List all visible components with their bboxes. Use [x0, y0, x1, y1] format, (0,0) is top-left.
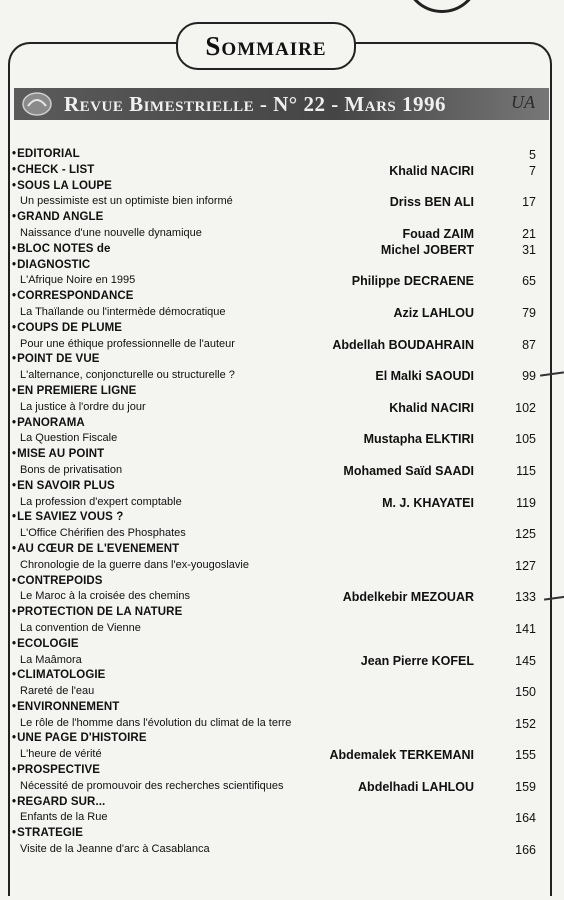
- toc-article-row: [12, 590, 546, 606]
- article-title: Pour une éthique professionnelle de l'auteur: [20, 337, 235, 350]
- toc-section-row: [12, 180, 546, 196]
- page-number: 141: [515, 621, 536, 636]
- toc-section-row: [12, 796, 546, 812]
- toc-section-row: [12, 732, 546, 748]
- page-number: 99: [522, 369, 536, 384]
- page-number: 125: [515, 527, 536, 542]
- toc-article-row: [12, 496, 546, 512]
- article-title: Le Maroc à la croisée des chemins: [20, 590, 190, 603]
- toc-section-row: [12, 448, 546, 464]
- article-title: Visite de la Jeanne d'arc à Casablanca: [20, 843, 210, 856]
- article-title: Un pessimiste est un optimiste bien informé: [20, 195, 233, 208]
- section-title: • CONTREPOIDS: [12, 575, 103, 587]
- author-name: Jean Pierre KOFEL: [360, 653, 474, 668]
- page-number: 127: [515, 558, 536, 573]
- section-title: • CLIMATOLOGIE: [12, 669, 105, 681]
- toc-section-row: [12, 701, 546, 717]
- article-title: Chronologie de la guerre dans l'ex-yougoslavie: [20, 558, 249, 571]
- toc-article-row: [12, 685, 546, 701]
- toc-section-row: [12, 322, 546, 338]
- article-title: L'Afrique Noire en 1995: [20, 274, 136, 287]
- toc-article-row: [12, 654, 546, 670]
- article-title: Nécessité de promouvoir des recherches scientifiques: [20, 779, 284, 792]
- section-title: • AU CŒUR DE L'EVENEMENT: [12, 543, 179, 555]
- author-name: Abdelkebir MEZOUAR: [342, 590, 474, 605]
- page-number: 150: [515, 685, 536, 700]
- page-number: 145: [515, 653, 536, 668]
- section-title: • LE SAVIEZ VOUS ?: [12, 511, 123, 523]
- author-name: El Malki SAOUDI: [375, 369, 474, 384]
- author-name: M. J. KHAYATEI: [382, 495, 474, 510]
- banner-text: Revue Bimestrielle - N° 22 - Mars 1996: [64, 91, 447, 116]
- author-name: Aziz LAHLOU: [393, 305, 474, 320]
- toc-article-row: [12, 780, 546, 796]
- toc-article-row: [12, 748, 546, 764]
- author-name: Mohamed Saïd SAADI: [343, 463, 474, 478]
- author-name: Abdemalek TERKEMANI: [329, 748, 474, 763]
- article-title: La Maâmora: [20, 653, 82, 666]
- page-number: 159: [515, 779, 536, 794]
- toc-section-row: [12, 480, 546, 496]
- section-title: • DIAGNOSTIC: [12, 259, 90, 271]
- toc-article-row: [12, 717, 546, 733]
- author-name: Abdelhadi LAHLOU: [358, 779, 474, 794]
- toc-article-row: [12, 843, 546, 859]
- toc-section-row: [12, 353, 546, 369]
- article-title: La Thaïlande ou l'intermède démocratique: [20, 305, 226, 318]
- page-number: 5: [529, 148, 536, 162]
- toc-article-row: [12, 622, 546, 638]
- toc-section-row: [12, 259, 546, 275]
- toc-article-row: [12, 274, 546, 290]
- section-title: • GRAND ANGLE: [12, 211, 103, 223]
- toc-article-row: [12, 306, 546, 322]
- toc-section-row: [12, 511, 546, 527]
- section-title: • STRATEGIE: [12, 827, 83, 839]
- toc-section-row: [12, 669, 546, 685]
- section-title: • CHECK - LIST: [12, 164, 94, 176]
- table-of-contents: [12, 148, 546, 859]
- author-name: Mustapha ELKTIRI: [363, 432, 474, 447]
- page-title: Sommaire: [205, 30, 327, 61]
- toc-section-row: [12, 827, 546, 843]
- toc-section-row: [12, 638, 546, 654]
- section-title: • REGARD SUR...: [12, 796, 105, 808]
- title-box: [176, 22, 356, 70]
- toc-article-row: [12, 811, 546, 827]
- page-number: 152: [515, 716, 536, 731]
- author-name: Khalid NACIRI: [389, 400, 474, 415]
- article-title: L'Office Chérifien des Phosphates: [20, 527, 186, 540]
- section-title: • POINT DE VUE: [12, 353, 100, 365]
- section-title: • BLOC NOTES de: [12, 243, 110, 255]
- page-number: 21: [522, 226, 536, 241]
- toc-article-row: [12, 464, 546, 480]
- section-title: • ENVIRONNEMENT: [12, 701, 119, 713]
- article-title: La justice à l'ordre du jour: [20, 400, 146, 413]
- article-title: La Question Fiscale: [20, 432, 118, 445]
- page-number: 7: [529, 163, 536, 178]
- section-title: • SOUS LA LOUPE: [12, 180, 112, 192]
- toc-article-row: [12, 401, 546, 417]
- emblem-icon: [20, 90, 54, 118]
- page-number: 166: [515, 843, 536, 858]
- page-number: 115: [516, 463, 536, 478]
- toc-section-row: [12, 417, 546, 433]
- toc-article-row: [12, 369, 546, 385]
- issue-banner: [14, 88, 549, 120]
- author-name: Michel JOBERT: [380, 242, 474, 257]
- article-title: Enfants de la Rue: [20, 811, 108, 824]
- page-number: 119: [516, 495, 536, 510]
- article-title: L'heure de vérité: [20, 748, 102, 761]
- toc-section-row: [12, 290, 546, 306]
- toc-section-row: [12, 543, 546, 559]
- toc-section-row: [12, 211, 546, 227]
- article-title: Naissance d'une nouvelle dynamique: [20, 226, 202, 239]
- author-name: Philippe DECRAENE: [351, 274, 474, 289]
- page-number: 164: [515, 811, 536, 826]
- author-name: Fouad ZAIM: [402, 226, 474, 241]
- article-title: La convention de Vienne: [20, 621, 141, 634]
- toc-article-row: [12, 527, 546, 543]
- section-title: • EDITORIAL: [12, 148, 80, 160]
- toc-section-row: [12, 148, 546, 164]
- page-number: 79: [522, 305, 536, 320]
- page-number: 155: [515, 748, 536, 763]
- toc-section-row: [12, 243, 546, 259]
- article-title: Le rôle de l'homme dans l'évolution du climat de la terre: [20, 716, 292, 729]
- page-number: 87: [522, 337, 536, 352]
- page-number: 133: [515, 590, 536, 605]
- author-name: Driss BEN ALI: [389, 195, 474, 210]
- toc-article-row: [12, 432, 546, 448]
- page-number: 17: [522, 195, 536, 210]
- toc-section-row: [12, 575, 546, 591]
- toc-article-row: [12, 338, 546, 354]
- page-number: 31: [522, 242, 536, 257]
- section-title: • MISE AU POINT: [12, 448, 104, 460]
- article-title: Bons de privatisation: [20, 463, 123, 476]
- corner-mark: [404, 0, 480, 13]
- page-number: 102: [515, 400, 536, 415]
- toc-section-row: [12, 606, 546, 622]
- section-title: • COUPS DE PLUME: [12, 322, 122, 334]
- section-title: • EN SAVOIR PLUS: [12, 480, 115, 492]
- page-number: 105: [515, 432, 536, 447]
- section-title: • ECOLOGIE: [12, 638, 79, 650]
- section-title: • PANORAMA: [12, 417, 85, 429]
- section-title: • CORRESPONDANCE: [12, 290, 134, 302]
- section-title: • PROTECTION DE LA NATURE: [12, 606, 182, 618]
- article-title: Rareté de l'eau: [20, 685, 95, 698]
- author-name: Abdellah BOUDAHRAIN: [332, 337, 474, 352]
- toc-article-row: [12, 559, 546, 575]
- author-name: Khalid NACIRI: [389, 163, 474, 178]
- section-title: • PROSPECTIVE: [12, 764, 100, 776]
- page-number: 65: [522, 274, 536, 289]
- toc-section-row: [12, 164, 546, 180]
- toc-article-row: [12, 195, 546, 211]
- article-title: L'alternance, conjoncturelle ou structurelle ?: [20, 369, 235, 382]
- section-title: • EN PREMIERE LIGNE: [12, 385, 136, 397]
- article-title: La profession d'expert comptable: [20, 495, 182, 508]
- toc-section-row: [12, 385, 546, 401]
- section-title: • UNE PAGE D'HISTOIRE: [12, 732, 147, 744]
- handwritten-note: UA: [511, 92, 535, 112]
- toc-article-row: [12, 227, 546, 243]
- toc-section-row: [12, 764, 546, 780]
